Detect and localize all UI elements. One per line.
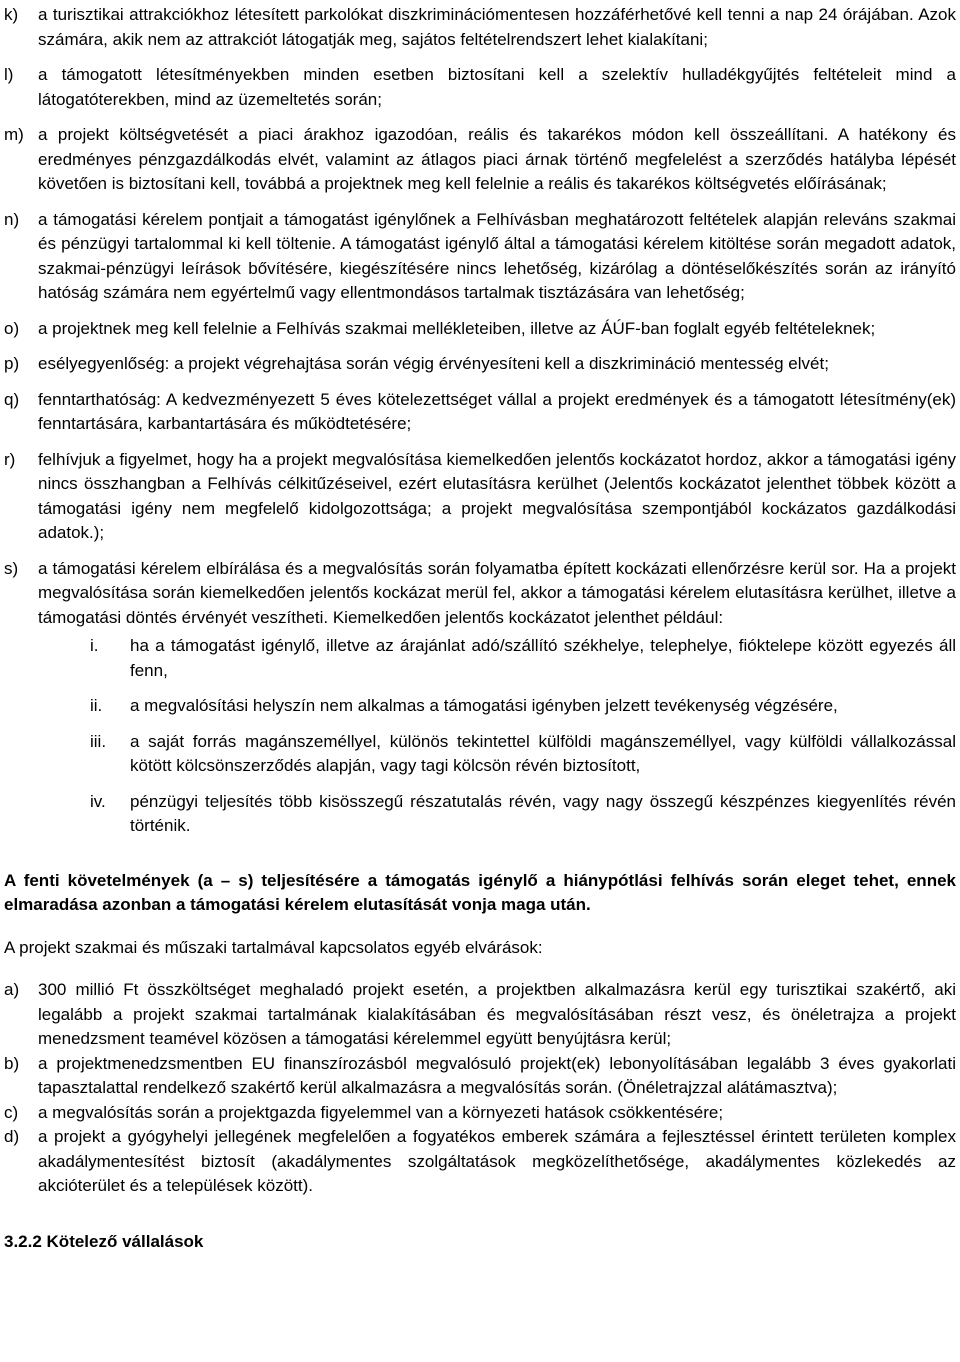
list-text: a támogatott létesítményekben minden esetben biztosítani kell a szelektív hulladékgyűjtés feltételeit mind a látogatóterekben, mind az üzemeltetés során; bbox=[38, 65, 956, 109]
sub-list-item-iv bbox=[78, 790, 956, 839]
requirements-notice: A fenti követelmények (a – s) teljesítésére a támogatás igénylő a hiánypótlási felhívás során eleget tehet, ennek elmaradása azonban a támogatási kérelem elutasítását vonja maga után. bbox=[4, 870, 956, 914]
list-label: l) bbox=[4, 65, 14, 84]
other-expectations-intro: A projekt szakmai és műszaki tartalmával kapcsolatos egyéb elvárások: bbox=[4, 937, 543, 957]
list-label: r) bbox=[4, 449, 16, 469]
list-text: esélyegyenlőség: a projekt végrehajtása során végig érvényesíteni kell a diszkrimináció mentesség elvét; bbox=[38, 354, 829, 373]
list-text: a projektmenedzsmentben EU finanszírozásból megvalósuló projekt(ek) lebonyolításában legalább 3 éves gyakorlati tapasztalattal rendelkező szakértő kerül alkalmazásra a megvalósítás során. (Önéletrajzzal alátámasztva); bbox=[38, 1053, 956, 1097]
list-item-m bbox=[0, 123, 960, 197]
list-text: 300 millió Ft összköltséget meghaladó projekt esetén, a projektben alkalmazásra kerül egy turisztikai szakértő, aki legalább a projekt szakmai tartalmának kialakításában és megvalósításában részt vesz, és önéletrajza a projekt menedzsment teamével közösen a támogatási kérelemmel együtt benyújtásra kerül; bbox=[38, 980, 956, 1048]
list-label: k) bbox=[4, 5, 19, 24]
document-page bbox=[0, 3, 960, 1254]
list-item-k bbox=[0, 3, 960, 52]
list-text: a turisztikai attrakciókhoz létesített parkolókat diszkriminációmentesen hozzáférhetővé kell tenni a nap 24 órájában. Azok számára, akik nem az attrakciót látogatják meg, sajátos feltételrendszert lehet kialakítani; bbox=[38, 5, 956, 49]
list-item-d bbox=[0, 1125, 960, 1199]
list-item-l bbox=[0, 63, 960, 112]
sub-list-label: i. bbox=[90, 636, 99, 655]
list-text: a támogatási kérelem pontjait a támogatást igénylőnek a Felhívásban meghatározott feltételek alapján releváns szakmai és pénzügyi tartalommal ki kell töltenie. A támogatást igénylő által a támogatási kérelem kitöltése során megadott adatok, szakmai-pénzügyi leírások bővítésére, kiegészítésére nincs lehetőség, kizárólag a döntéselőkészítés során az irányító hatóság számára nem egyértelmű vagy ellentmondásos tartalmak tisztázására van lehetőség; bbox=[38, 209, 956, 302]
list-label: c) bbox=[4, 1102, 19, 1122]
list-label: b) bbox=[4, 1053, 20, 1073]
list-text: a megvalósítás során a projektgazda figyelemmel van a környezeti hatások csökkentésére; bbox=[38, 1102, 724, 1122]
sub-list-item-iii bbox=[78, 730, 956, 779]
sub-list-item-ii bbox=[78, 694, 956, 719]
list-label: o) bbox=[4, 318, 20, 338]
list-label: n) bbox=[4, 209, 20, 229]
list-item-c bbox=[0, 1101, 960, 1126]
list-item-s bbox=[0, 557, 960, 631]
sub-list-label: iv. bbox=[90, 791, 106, 811]
sub-list-text: pénzügyi teljesítés több kisösszegű részatutalás révén, vagy nagy összegű készpénzes kiegyenlítés révén történik. bbox=[130, 791, 956, 835]
list-label: q) bbox=[4, 389, 20, 409]
sub-list-text: a megvalósítási helyszín nem alkalmas a támogatási igényben jelzett tevékenység végzésére, bbox=[130, 696, 838, 715]
sub-list-label: ii. bbox=[90, 696, 103, 715]
sub-list-text: a saját forrás magánszeméllyel, különös tekintettel külföldi magánszeméllyel, vagy külföldi vállalkozással kötött kölcsönszerződés alapján, vagy tagi kölcsön révén biztosított, bbox=[130, 731, 956, 775]
list-label: m) bbox=[4, 125, 24, 144]
list-text: fenntarthatóság: A kedvezményezett 5 éves kötelezettséget vállal a projekt eredmények és a támogatott létesítmény(ek) fenntartására, karbantartására és működtetésére; bbox=[38, 389, 956, 433]
list-item-n bbox=[0, 208, 960, 306]
section-heading: 3.2.2 Kötelező vállalások bbox=[4, 1231, 204, 1251]
list-label: d) bbox=[4, 1127, 20, 1146]
list-text: felhívjuk a figyelmet, hogy ha a projekt megvalósítása kiemelkedően jelentős kockázatot hordoz, akkor a támogatási igény nincs összhangban a Felhívás célkitűzéseivel, ezért elutasításra kerülhet (Jelentős kockázatot jelenthet többek között a támogatási igény nem megfelelő kidolgozottsága; a projekt megvalósítása szempontjából kockázatos gazdálkodási adatok.); bbox=[38, 449, 956, 542]
list-label: p) bbox=[4, 354, 20, 373]
list-item-q bbox=[0, 388, 960, 437]
list-item-r bbox=[0, 448, 960, 546]
list-label: s) bbox=[4, 558, 19, 578]
sub-list-text: ha a támogatást igénylő, illetve az árajánlat adó/szállító székhelye, telephelye, fióktelepe között egyezés áll fenn, bbox=[130, 636, 956, 680]
list-item-o bbox=[0, 317, 960, 342]
list-label: a) bbox=[4, 980, 20, 999]
list-item-b bbox=[0, 1052, 960, 1101]
list-text: a projekt a gyógyhelyi jellegének megfelelően a fogyatékos emberek számára a fejlesztéssel érintett területen komplex akadálymentesítést biztosít (akadálymentes szolgáltatások megközelíthetősége, akadálymentes közlekedés az akcióterület és a települések között). bbox=[38, 1127, 956, 1195]
list-text: a támogatási kérelem elbírálása és a megvalósítás során folyamatba épített kockázati ellenőrzésre kerül sor. Ha a projekt megvalósítása során kiemelkedően jelentős kockázat merül fel, akkor a támogatási kérelem elutasításra kerülhet, illetve a támogatási döntés érvényét veszítheti. Kiemelkedően jelentős kockázatot jelenthet például: bbox=[38, 558, 956, 627]
list-text: a projekt költségvetését a piaci árakhoz igazodóan, reális és takarékos módon kell összeállítani. A hatékony és eredményes pénzgazdálkodás elvét, valamint az átlagos piaci árnak történő megfelelést a szerződés hatályba lépését követően is biztosítani kell, továbbá a projektnek meg kell felelnie a reális és takarékos költségvetés előírásának; bbox=[38, 125, 956, 193]
list-text: a projektnek meg kell felelnie a Felhívás szakmai mellékleteiben, illetve az ÁÚF-ban foglalt egyéb feltételeknek; bbox=[38, 318, 876, 338]
list-item-a bbox=[0, 978, 960, 1052]
sub-list-label: iii. bbox=[90, 731, 107, 751]
list-item-p bbox=[0, 352, 960, 377]
sub-list-item-i bbox=[78, 634, 956, 683]
